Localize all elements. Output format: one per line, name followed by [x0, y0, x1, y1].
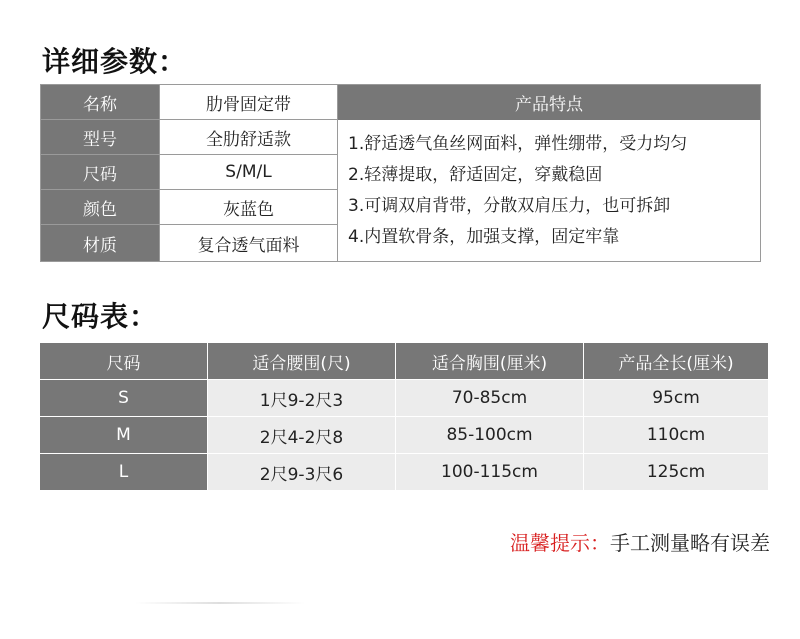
details-title: 详细参数： — [42, 45, 188, 78]
spec-row-model — [41, 120, 337, 155]
table-row — [40, 454, 768, 490]
spec-value: 全肋舒适款 — [159, 120, 337, 155]
length-cell: 125cm — [584, 454, 768, 490]
feature-item: 2.轻薄提取，舒适固定，穿戴稳固 — [348, 165, 603, 185]
measurement-tip — [510, 527, 770, 556]
header-cell-size: 尺码 — [40, 343, 208, 379]
table-row — [40, 417, 768, 453]
size-table-title: 尺码表： — [42, 300, 159, 333]
decorative-divider — [135, 602, 305, 604]
length-cell: 110cm — [584, 417, 768, 453]
spec-label: 名称 — [41, 85, 159, 120]
header-cell-waist: 适合腰围(尺) — [208, 343, 396, 379]
details-table — [40, 84, 761, 262]
spec-value: S/M/L — [159, 155, 337, 190]
spec-row-color — [41, 190, 337, 225]
tip-label: 温馨提示： — [510, 531, 610, 555]
feature-item: 1.舒适透气鱼丝网面料，弹性绷带，受力均匀 — [348, 134, 688, 154]
tip-text: 手工测量略有误差 — [610, 531, 770, 555]
details-spec-column — [41, 85, 337, 261]
size-table — [40, 343, 768, 489]
header-cell-chest: 适合胸围(厘米) — [396, 343, 584, 379]
features-list — [348, 129, 687, 253]
header-cell-length: 产品全长(厘米) — [584, 343, 768, 379]
spec-row-name — [41, 85, 337, 120]
chest-cell: 100-115cm — [396, 454, 584, 490]
waist-cell: 2尺4-2尺8 — [208, 417, 396, 453]
spec-label: 型号 — [41, 120, 159, 155]
spec-row-material — [41, 225, 337, 261]
size-cell: S — [40, 380, 208, 416]
length-cell: 95cm — [584, 380, 768, 416]
feature-item: 3.可调双肩背带，分散双肩压力，也可拆卸 — [348, 196, 671, 216]
chest-cell: 70-85cm — [396, 380, 584, 416]
waist-cell: 2尺9-3尺6 — [208, 454, 396, 490]
spec-value: 灰蓝色 — [159, 190, 337, 225]
spec-label: 颜色 — [41, 190, 159, 225]
features-header: 产品特点 — [338, 85, 760, 120]
features-panel — [337, 85, 760, 261]
chest-cell: 85-100cm — [396, 417, 584, 453]
spec-value: 复合透气面料 — [159, 225, 337, 261]
table-row — [40, 380, 768, 416]
feature-item: 4.内置软骨条，加强支撑，固定牢靠 — [348, 227, 620, 247]
spec-row-size — [41, 155, 337, 190]
waist-cell: 1尺9-2尺3 — [208, 380, 396, 416]
size-table-header-row — [40, 343, 768, 379]
spec-label: 材质 — [41, 225, 159, 261]
size-cell: L — [40, 454, 208, 490]
spec-value: 肋骨固定带 — [159, 85, 337, 120]
spec-label: 尺码 — [41, 155, 159, 190]
size-cell: M — [40, 417, 208, 453]
